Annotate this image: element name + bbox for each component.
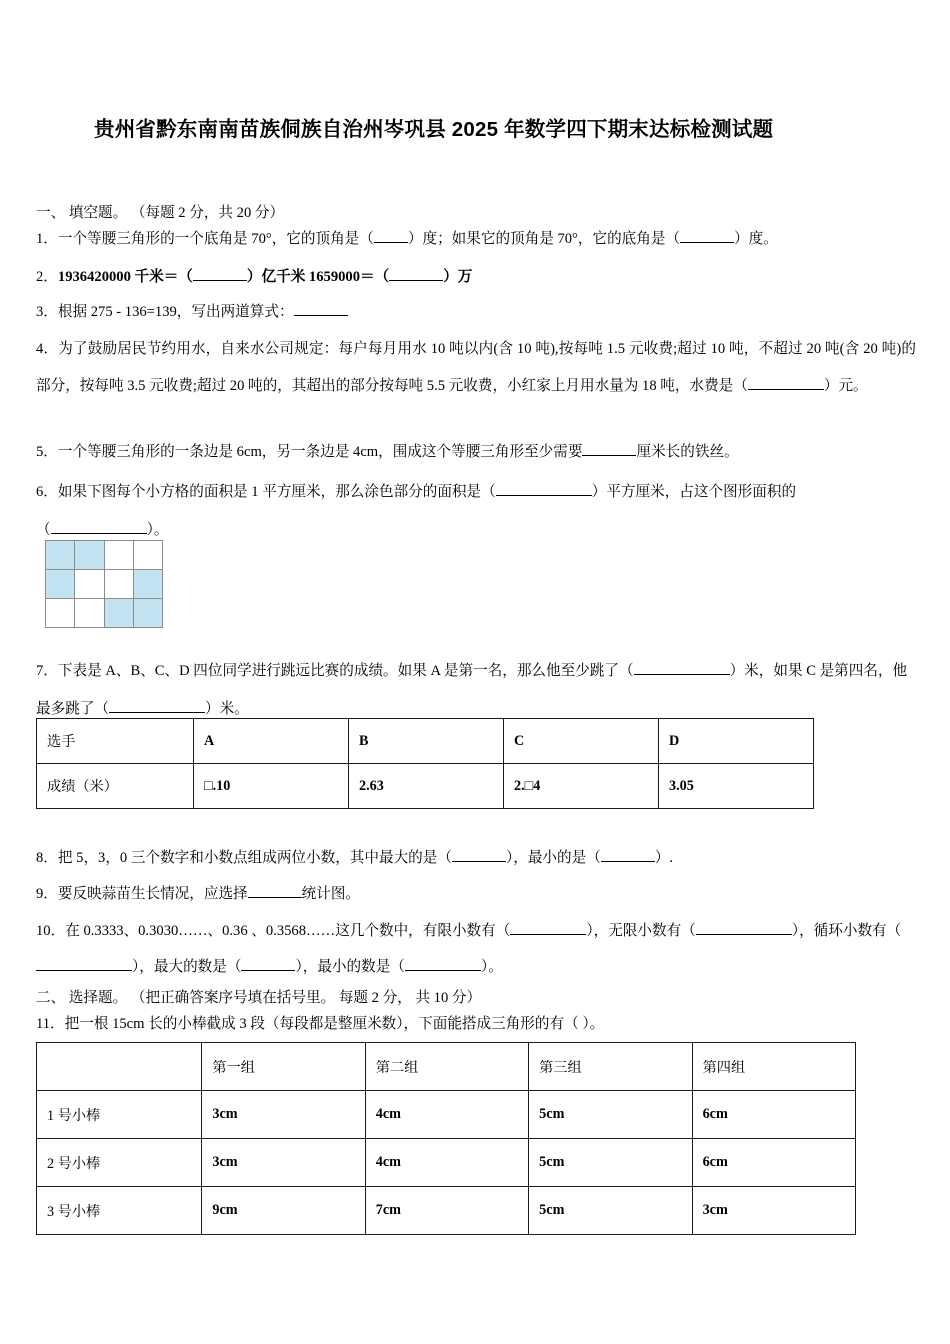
table-cell: 选手: [37, 719, 194, 764]
question-11: [36, 1009, 916, 1039]
question-1-text-c: ）度。: [734, 231, 778, 247]
question-4-number: 4．: [36, 341, 59, 357]
grid-cell: [46, 570, 75, 599]
shaded-area-grid-figure: [45, 540, 163, 628]
answer-blank[interactable]: [294, 315, 348, 316]
question-10-text-c: ），循环小数有（: [791, 923, 902, 939]
question-8-number: 8．: [36, 850, 58, 866]
question-7: [36, 652, 916, 728]
answer-blank[interactable]: [634, 674, 730, 675]
answer-blank[interactable]: [389, 280, 443, 281]
table-cell: 1 号小棒: [37, 1091, 202, 1139]
table-cell: 5cm: [529, 1139, 692, 1187]
answer-blank[interactable]: [241, 970, 295, 971]
table-cell: 第四组: [692, 1043, 855, 1091]
question-9-text-a: 要反映蒜苗生长情况，应选择: [57, 886, 248, 902]
question-4-text-a: 为了鼓励居民节约用水，自来水公司规定：每户每月用水 10 吨以内(含 10 吨),按每吨 1.5 元收费;超过 10 吨，不超过 20 吨(含 20 吨)的部分，按每吨 3.5 元收费;超过 20 吨的，其超出的部分按每吨 5.5 元收费，小红家上月用水量为 18 吨，水费是（: [36, 341, 916, 394]
grid-cell: [134, 599, 163, 628]
table-row: [37, 1139, 856, 1187]
table-cell: 5cm: [529, 1187, 692, 1235]
grid-cell: [46, 541, 75, 570]
table-cell: 3cm: [202, 1091, 365, 1139]
question-6-text-c: （: [36, 522, 51, 538]
table-row: [37, 764, 814, 809]
question-6-text-b: ）平方厘米，占这个图形面积的: [591, 484, 797, 500]
table-cell: B: [349, 719, 504, 764]
table-cell: 第二组: [365, 1043, 528, 1091]
grid-cell: [105, 541, 134, 570]
table-cell: 5cm: [529, 1091, 692, 1139]
table-cell: C: [504, 719, 659, 764]
answer-blank[interactable]: [36, 970, 132, 971]
grid-cell: [75, 599, 104, 628]
answer-blank[interactable]: [193, 280, 247, 281]
grid-cell: [105, 599, 134, 628]
question-8-text-c: ）.: [654, 850, 674, 866]
question-10-text-e: ），最小的数是（: [295, 959, 405, 975]
answer-blank[interactable]: [510, 934, 586, 935]
question-2: [36, 262, 916, 292]
question-7-text-b: ）米，如果 C 是第四名，他最多跳了（: [36, 663, 908, 717]
table-cell: 3cm: [692, 1187, 855, 1235]
question-2-text-b: ）亿千米 1659000＝（: [246, 269, 390, 285]
table-cell: D: [659, 719, 814, 764]
question-5-text-b: 厘米长的铁丝。: [636, 444, 739, 460]
table-cell: 6cm: [692, 1091, 855, 1139]
question-6-text-d: ）。: [146, 522, 169, 538]
question-8-text-b: ），最小的是（: [505, 850, 601, 866]
answer-blank[interactable]: [51, 533, 147, 534]
table-row: [37, 1043, 856, 1091]
question-7-number: 7．: [36, 663, 58, 679]
grid-cell: [46, 599, 75, 628]
table-cell: 成绩（米）: [37, 764, 194, 809]
section-heading-fill-in-blanks: 一、 填空题。 （每题 2 分，共 20 分）: [36, 205, 285, 221]
table-cell: 9cm: [202, 1187, 365, 1235]
answer-blank[interactable]: [696, 934, 792, 935]
question-2-number: 2．: [36, 269, 58, 285]
table-cell: 第三组: [529, 1043, 692, 1091]
table-cell: 3.05: [659, 764, 814, 809]
question-5-number: 5．: [36, 444, 58, 460]
question-3-text: 根据 275 - 136=139，写出两道算式：: [57, 304, 294, 320]
answer-blank[interactable]: [748, 389, 824, 390]
question-6-text-a: 如果下图每个小方格的面积是 1 平方厘米，那么涂色部分的面积是（: [57, 484, 496, 500]
table-cell: 2 号小棒: [37, 1139, 202, 1187]
grid-cell: [75, 570, 104, 599]
question-9-text-b: 统计图。: [301, 886, 361, 902]
answer-blank[interactable]: [680, 242, 734, 243]
question-10-text-b: ），无限小数有（: [586, 923, 696, 939]
question-8: [36, 843, 916, 873]
question-10-number: 10．: [36, 923, 66, 939]
question-6-number: 6．: [36, 484, 58, 500]
question-7-text-c: ）米。: [204, 701, 249, 717]
question-1-text-b: ）度；如果它的顶角是 70°，它的底角是（: [407, 231, 681, 247]
answer-blank[interactable]: [374, 242, 408, 243]
table-cell: 3 号小棒: [37, 1187, 202, 1235]
question-1-number: 1．: [36, 231, 58, 247]
question-4-text-b: ）元。: [823, 378, 868, 394]
table-cell: 4cm: [365, 1091, 528, 1139]
table-long-jump-scores: [36, 718, 814, 809]
question-10-text-a: 在 0.3333、0.3030……、0.36 、0.3568……这几个数中，有限小数有（: [65, 923, 511, 939]
answer-blank[interactable]: [109, 712, 205, 713]
question-1: [36, 224, 916, 254]
table-cell: □.10: [194, 764, 349, 809]
grid-cell: [105, 570, 134, 599]
question-1-text-a: 一个等腰三角形的一个底角是 70°，它的顶角是（: [57, 231, 374, 247]
question-9-number: 9．: [36, 886, 58, 902]
answer-blank[interactable]: [405, 970, 481, 971]
question-10-text-f: ）。: [480, 959, 503, 975]
question-11-text: 把一根 15cm 长的小棒截成 3 段（每段都是整厘米数），下面能搭成三角形的有（ ）。: [64, 1016, 605, 1032]
page-title: 贵州省黔东南南苗族侗族自治州岑巩县 2025 年数学四下期末达标检测试题: [94, 118, 774, 141]
table-cell: 6cm: [692, 1139, 855, 1187]
question-3-number: 3．: [36, 304, 58, 320]
question-9: [36, 879, 916, 909]
question-10-text-d: ），最大的数是（: [132, 959, 242, 975]
question-6: [36, 473, 916, 549]
question-4: [36, 331, 916, 405]
question-8-text-a: 把 5，3，0 三个数字和小数点组成两位小数，其中最大的是（: [57, 850, 452, 866]
table-cell: 第一组: [202, 1043, 365, 1091]
grid-cell: [134, 541, 163, 570]
answer-blank[interactable]: [601, 861, 655, 862]
table-cell: 2.63: [349, 764, 504, 809]
grid-cell: [75, 541, 104, 570]
table-cell: 4cm: [365, 1139, 528, 1187]
grid-cell: [134, 570, 163, 599]
table-cell: A: [194, 719, 349, 764]
table-cell: [37, 1043, 202, 1091]
question-2-text-a: 1936420000 千米＝（: [57, 269, 193, 285]
table-cell: 7cm: [365, 1187, 528, 1235]
question-3: [36, 297, 916, 327]
table-row: [37, 1091, 856, 1139]
question-10: [36, 913, 916, 985]
question-11-number: 11．: [36, 1016, 65, 1032]
question-7-text-a: 下表是 A、B、C、D 四位同学进行跳远比赛的成绩。如果 A 是第一名，那么他至少跳了（: [57, 663, 634, 679]
section-heading-multiple-choice: 二、 选择题。 （把正确答案序号填在括号里。 每题 2 分， 共 10 分）: [36, 990, 482, 1006]
table-cell: 3cm: [202, 1139, 365, 1187]
answer-blank[interactable]: [248, 897, 302, 898]
question-5: [36, 437, 916, 467]
answer-blank[interactable]: [582, 455, 636, 456]
table-row: [37, 719, 814, 764]
table-cell: 2.□4: [504, 764, 659, 809]
answer-blank[interactable]: [452, 861, 506, 862]
table-stick-groups: [36, 1042, 856, 1235]
question-5-text-a: 一个等腰三角形的一条边是 6cm，另一条边是 4cm，围成这个等腰三角形至少需要: [57, 444, 583, 460]
answer-blank[interactable]: [496, 495, 592, 496]
table-row: [37, 1187, 856, 1235]
question-2-text-c: ）万: [443, 269, 473, 285]
